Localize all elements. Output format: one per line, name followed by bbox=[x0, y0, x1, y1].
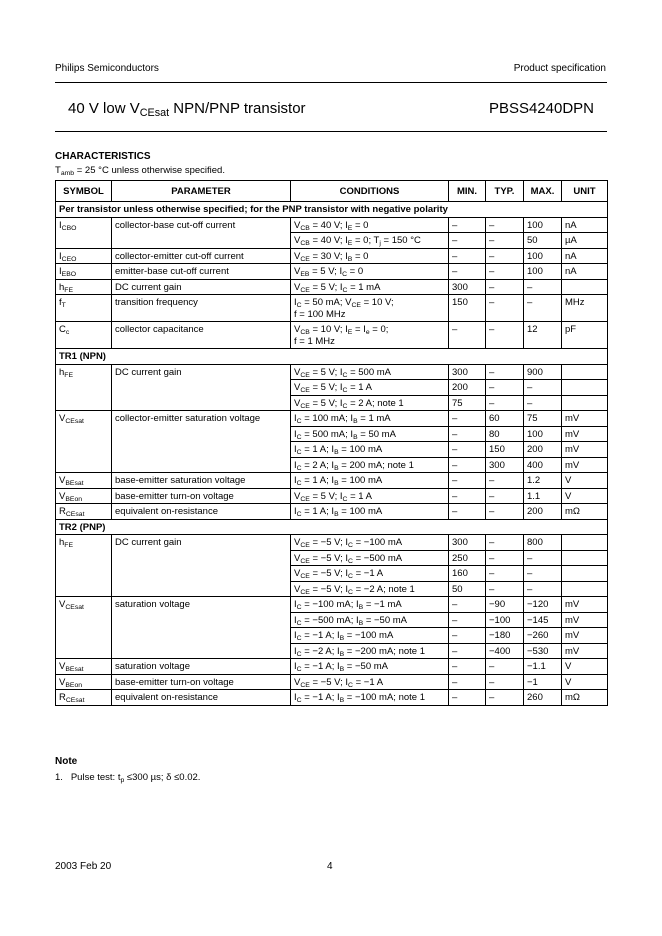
cell-max: – bbox=[524, 380, 562, 396]
cell-conditions: $V_{CB} = 40$ V; $I_E = 0$; $T_j = 150$ °C bbox=[291, 233, 449, 249]
cell-unit: mV bbox=[562, 442, 608, 458]
cell-unit bbox=[562, 535, 608, 551]
cell-typ: – bbox=[486, 248, 524, 264]
cell-typ: – bbox=[486, 504, 524, 520]
table-group-heading: TR2 (PNP) bbox=[56, 519, 608, 535]
cell-unit: mV bbox=[562, 426, 608, 442]
cell-symbol: $V_{BEon}$ bbox=[56, 674, 112, 690]
cell-parameter: collector capacitance bbox=[112, 322, 291, 349]
cell-conditions: $V_{CE} = 5$ V; $I_C = 1$ mA bbox=[291, 279, 449, 295]
cell-min: – bbox=[449, 411, 486, 427]
cell-symbol: $h_{FE}$ bbox=[56, 364, 112, 411]
cell-max: 200 bbox=[524, 504, 562, 520]
table-row bbox=[56, 504, 608, 520]
footer-date: 2003 Feb 20 bbox=[55, 861, 112, 872]
cell-conditions: $V_{CE} = -5$ V; $I_C = -100$ mA bbox=[291, 535, 449, 551]
cell-conditions: $V_{CB} = 40$ V; $I_E = 0$ bbox=[291, 217, 449, 233]
cell-unit: mV bbox=[562, 411, 608, 427]
cell-typ: 80 bbox=[486, 426, 524, 442]
cell-unit bbox=[562, 550, 608, 566]
cell-conditions: $I_C = -1$ A; $I_B = -100$ mA bbox=[291, 628, 449, 644]
cell-min: 160 bbox=[449, 566, 486, 582]
cell-max: 260 bbox=[524, 690, 562, 706]
cell-parameter: collector-emitter cut-off current bbox=[112, 248, 291, 264]
cell-unit: mV bbox=[562, 643, 608, 659]
cell-parameter: transition frequency bbox=[112, 295, 291, 322]
cell-typ: – bbox=[486, 550, 524, 566]
cell-min: 150 bbox=[449, 295, 486, 322]
cell-conditions: $I_C = -1$ A; $I_B = -50$ mA bbox=[291, 659, 449, 675]
cell-typ: – bbox=[486, 659, 524, 675]
cell-max: 100 bbox=[524, 426, 562, 442]
cell-max: 50 bbox=[524, 233, 562, 249]
cell-max: 12 bbox=[524, 322, 562, 349]
cell-max: 1.1 bbox=[524, 488, 562, 504]
cell-parameter: DC current gain bbox=[112, 535, 291, 597]
header-company: Philips Semiconductors bbox=[55, 63, 159, 74]
table-row bbox=[56, 659, 608, 675]
cell-max: −120 bbox=[524, 597, 562, 613]
cell-unit bbox=[562, 581, 608, 597]
cell-max: 800 bbox=[524, 535, 562, 551]
cell-unit: nA bbox=[562, 264, 608, 280]
cell-symbol: $V_{CEsat}$ bbox=[56, 597, 112, 659]
col-unit: UNIT bbox=[562, 181, 608, 202]
table-row bbox=[56, 248, 608, 264]
cell-conditions: $V_{CE} = 5$ V; $I_C = 2$ A; note 1 bbox=[291, 395, 449, 411]
col-min: MIN. bbox=[449, 181, 486, 202]
cell-unit: mΩ bbox=[562, 690, 608, 706]
cell-typ: – bbox=[486, 279, 524, 295]
cell-min: – bbox=[449, 597, 486, 613]
cell-max: – bbox=[524, 566, 562, 582]
cell-max: 200 bbox=[524, 442, 562, 458]
cell-min: – bbox=[449, 248, 486, 264]
cell-min: – bbox=[449, 488, 486, 504]
cell-unit: V bbox=[562, 488, 608, 504]
cell-conditions: $V_{CE} = -5$ V; $I_C = -1$ A bbox=[291, 566, 449, 582]
cell-typ: 300 bbox=[486, 457, 524, 473]
title-rule bbox=[55, 131, 607, 132]
cell-conditions: $I_C = -500$ mA; $I_B = -50$ mA bbox=[291, 612, 449, 628]
cell-conditions: $I_C = 1$ A; $I_B = 100$ mA bbox=[291, 473, 449, 489]
table-row bbox=[56, 217, 608, 233]
cell-max: – bbox=[524, 279, 562, 295]
cell-symbol: $C_c$ bbox=[56, 322, 112, 349]
cell-unit: pF bbox=[562, 322, 608, 349]
cell-symbol: $V_{CEsat}$ bbox=[56, 411, 112, 473]
cell-min: – bbox=[449, 612, 486, 628]
cell-conditions: $I_C = -1$ A; $I_B = -100$ mA; note 1 bbox=[291, 690, 449, 706]
table-group-heading: TR1 (NPN) bbox=[56, 349, 608, 365]
col-parameter: PARAMETER bbox=[112, 181, 291, 202]
cell-parameter: emitter-base cut-off current bbox=[112, 264, 291, 280]
cell-symbol: $I_{CBO}$ bbox=[56, 217, 112, 248]
cell-typ: – bbox=[486, 380, 524, 396]
cell-max: 100 bbox=[524, 248, 562, 264]
table-row bbox=[56, 674, 608, 690]
characteristics-table bbox=[55, 180, 608, 706]
header-doc-type: Product specification bbox=[513, 63, 606, 74]
cell-min: 300 bbox=[449, 535, 486, 551]
footer-page-number: 4 bbox=[327, 861, 333, 872]
cell-parameter: collector-emitter saturation voltage bbox=[112, 411, 291, 473]
cell-typ: −90 bbox=[486, 597, 524, 613]
cell-min: – bbox=[449, 659, 486, 675]
cell-min: 75 bbox=[449, 395, 486, 411]
cell-parameter: saturation voltage bbox=[112, 659, 291, 675]
table-row bbox=[56, 364, 608, 380]
cell-max: 1.2 bbox=[524, 473, 562, 489]
cell-symbol: $V_{BEsat}$ bbox=[56, 473, 112, 489]
cell-parameter: base-emitter saturation voltage bbox=[112, 473, 291, 489]
cell-parameter: equivalent on-resistance bbox=[112, 690, 291, 706]
table-row bbox=[56, 264, 608, 280]
cell-min: 250 bbox=[449, 550, 486, 566]
cell-conditions: $I_C = 100$ mA; $I_B = 1$ mA bbox=[291, 411, 449, 427]
cell-conditions: $I_C = 50$ mA; $V_{CE} = 10$ V; f = 100 MHz bbox=[291, 295, 449, 322]
cell-typ: – bbox=[486, 217, 524, 233]
cell-symbol: $h_{FE}$ bbox=[56, 279, 112, 295]
cell-conditions: $V_{CE} = -5$ V; $I_C = -2$ A; note 1 bbox=[291, 581, 449, 597]
cell-typ: – bbox=[486, 674, 524, 690]
col-conditions: CONDITIONS bbox=[291, 181, 449, 202]
cell-unit: mV bbox=[562, 628, 608, 644]
cell-unit bbox=[562, 364, 608, 380]
cell-typ: – bbox=[486, 535, 524, 551]
table-row bbox=[56, 473, 608, 489]
cell-max: 900 bbox=[524, 364, 562, 380]
cell-typ: – bbox=[486, 295, 524, 322]
cell-conditions: $V_{CE} = -5$ V; $I_C = -1$ A bbox=[291, 674, 449, 690]
table-row bbox=[56, 349, 608, 365]
cell-min: 200 bbox=[449, 380, 486, 396]
table-row bbox=[56, 690, 608, 706]
cell-max: – bbox=[524, 295, 562, 322]
cell-typ: – bbox=[486, 581, 524, 597]
cell-min: – bbox=[449, 674, 486, 690]
table-row bbox=[56, 279, 608, 295]
cell-max: 100 bbox=[524, 264, 562, 280]
note-heading: Note bbox=[55, 756, 78, 767]
cell-conditions: $I_C = 1$ A; $I_B = 100$ mA bbox=[291, 504, 449, 520]
cell-min: – bbox=[449, 322, 486, 349]
cell-symbol: $h_{FE}$ bbox=[56, 535, 112, 597]
cell-min: – bbox=[449, 264, 486, 280]
page-title: 40 V low $V_{CEsat}$ NPN/PNP transistor bbox=[68, 100, 306, 120]
cell-symbol: $R_{CEsat}$ bbox=[56, 504, 112, 520]
table-row bbox=[56, 295, 608, 322]
cell-conditions: $I_C = 1$ A; $I_B = 100$ mA bbox=[291, 442, 449, 458]
cell-unit: nA bbox=[562, 217, 608, 233]
header-rule bbox=[55, 82, 607, 83]
cell-symbol: $I_{EBO}$ bbox=[56, 264, 112, 280]
cell-min: – bbox=[449, 504, 486, 520]
cell-unit: mV bbox=[562, 457, 608, 473]
cell-max: −530 bbox=[524, 643, 562, 659]
cell-max: 75 bbox=[524, 411, 562, 427]
cell-min: – bbox=[449, 442, 486, 458]
table-row bbox=[56, 488, 608, 504]
cell-min: 300 bbox=[449, 279, 486, 295]
cell-typ: 150 bbox=[486, 442, 524, 458]
cell-unit bbox=[562, 395, 608, 411]
table-row bbox=[56, 535, 608, 551]
cell-unit: mV bbox=[562, 612, 608, 628]
cell-typ: – bbox=[486, 264, 524, 280]
cell-typ: – bbox=[486, 364, 524, 380]
table-row bbox=[56, 411, 608, 427]
cell-max: – bbox=[524, 581, 562, 597]
cell-typ: −400 bbox=[486, 643, 524, 659]
cell-max: −1.1 bbox=[524, 659, 562, 675]
cell-typ: – bbox=[486, 473, 524, 489]
cell-unit: mV bbox=[562, 597, 608, 613]
cell-typ: – bbox=[486, 566, 524, 582]
cell-max: – bbox=[524, 550, 562, 566]
part-number: PBSS4240DPN bbox=[488, 100, 594, 117]
cell-conditions: $V_{CE} = 30$ V; $I_B = 0$ bbox=[291, 248, 449, 264]
cell-unit bbox=[562, 566, 608, 582]
cell-unit bbox=[562, 279, 608, 295]
cell-parameter: equivalent on-resistance bbox=[112, 504, 291, 520]
cell-symbol: $V_{BEsat}$ bbox=[56, 659, 112, 675]
cell-min: – bbox=[449, 473, 486, 489]
table-row bbox=[56, 519, 608, 535]
table-row bbox=[56, 202, 608, 218]
table-group-heading: Per transistor unless otherwise specified; for the PNP transistor with negative polarity bbox=[56, 202, 608, 218]
cell-symbol: $V_{BEon}$ bbox=[56, 488, 112, 504]
section-heading: CHARACTERISTICS bbox=[55, 151, 151, 162]
cell-unit: nA bbox=[562, 248, 608, 264]
cell-typ: – bbox=[486, 488, 524, 504]
cell-conditions: $I_C = 2$ A; $I_B = 200$ mA; note 1 bbox=[291, 457, 449, 473]
cell-min: – bbox=[449, 217, 486, 233]
cell-symbol: $R_{CEsat}$ bbox=[56, 690, 112, 706]
cell-min: 50 bbox=[449, 581, 486, 597]
cell-conditions: $I_C = -100$ mA; $I_B = -1$ mA bbox=[291, 597, 449, 613]
cell-parameter: base-emitter turn-on voltage bbox=[112, 488, 291, 504]
cell-parameter: DC current gain bbox=[112, 364, 291, 411]
cell-typ: −180 bbox=[486, 628, 524, 644]
cell-conditions: $V_{CE} = -5$ V; $I_C = -500$ mA bbox=[291, 550, 449, 566]
cell-min: – bbox=[449, 457, 486, 473]
table-row bbox=[56, 322, 608, 349]
cell-max: – bbox=[524, 395, 562, 411]
cell-typ: – bbox=[486, 690, 524, 706]
cell-min: – bbox=[449, 426, 486, 442]
cell-min: – bbox=[449, 643, 486, 659]
note-text: 1. Pulse test: $t_p \le 300$ µs; δ ≤0.02. bbox=[55, 772, 201, 785]
cell-typ: −100 bbox=[486, 612, 524, 628]
cell-conditions: $V_{CB} = 10$ V; $I_E = I_e = 0$; f = 1 MHz bbox=[291, 322, 449, 349]
cell-conditions: $V_{CE} = 5$ V; $I_C = 1$ A bbox=[291, 488, 449, 504]
cell-typ: – bbox=[486, 322, 524, 349]
cell-conditions: $V_{EB} = 5$ V; $I_C = 0$ bbox=[291, 264, 449, 280]
cell-unit: MHz bbox=[562, 295, 608, 322]
cell-unit bbox=[562, 380, 608, 396]
cell-conditions: $I_C = 500$ mA; $I_B = 50$ mA bbox=[291, 426, 449, 442]
section-conditions: $T_{amb} = 25$ °C unless otherwise specified. bbox=[55, 165, 225, 178]
table-row bbox=[56, 597, 608, 613]
cell-unit: mΩ bbox=[562, 504, 608, 520]
col-typ: TYP. bbox=[486, 181, 524, 202]
cell-max: −260 bbox=[524, 628, 562, 644]
cell-parameter: collector-base cut-off current bbox=[112, 217, 291, 248]
cell-unit: V bbox=[562, 473, 608, 489]
cell-min: – bbox=[449, 233, 486, 249]
table-header-row bbox=[56, 181, 608, 202]
col-symbol: SYMBOL bbox=[56, 181, 112, 202]
cell-parameter: saturation voltage bbox=[112, 597, 291, 659]
cell-max: −1 bbox=[524, 674, 562, 690]
cell-typ: – bbox=[486, 233, 524, 249]
cell-parameter: DC current gain bbox=[112, 279, 291, 295]
cell-min: 300 bbox=[449, 364, 486, 380]
cell-symbol: $f_T$ bbox=[56, 295, 112, 322]
cell-conditions: $I_C = -2$ A; $I_B = -200$ mA; note 1 bbox=[291, 643, 449, 659]
cell-max: −145 bbox=[524, 612, 562, 628]
cell-parameter: base-emitter turn-on voltage bbox=[112, 674, 291, 690]
cell-min: – bbox=[449, 690, 486, 706]
cell-unit: µA bbox=[562, 233, 608, 249]
cell-max: 100 bbox=[524, 217, 562, 233]
cell-max: 400 bbox=[524, 457, 562, 473]
cell-symbol: $I_{CEO}$ bbox=[56, 248, 112, 264]
cell-min: – bbox=[449, 628, 486, 644]
cell-unit: V bbox=[562, 659, 608, 675]
cell-conditions: $V_{CE} = 5$ V; $I_C = 500$ mA bbox=[291, 364, 449, 380]
cell-typ: 60 bbox=[486, 411, 524, 427]
cell-typ: – bbox=[486, 395, 524, 411]
cell-unit: V bbox=[562, 674, 608, 690]
col-max: MAX. bbox=[524, 181, 562, 202]
cell-conditions: $V_{CE} = 5$ V; $I_C = 1$ A bbox=[291, 380, 449, 396]
